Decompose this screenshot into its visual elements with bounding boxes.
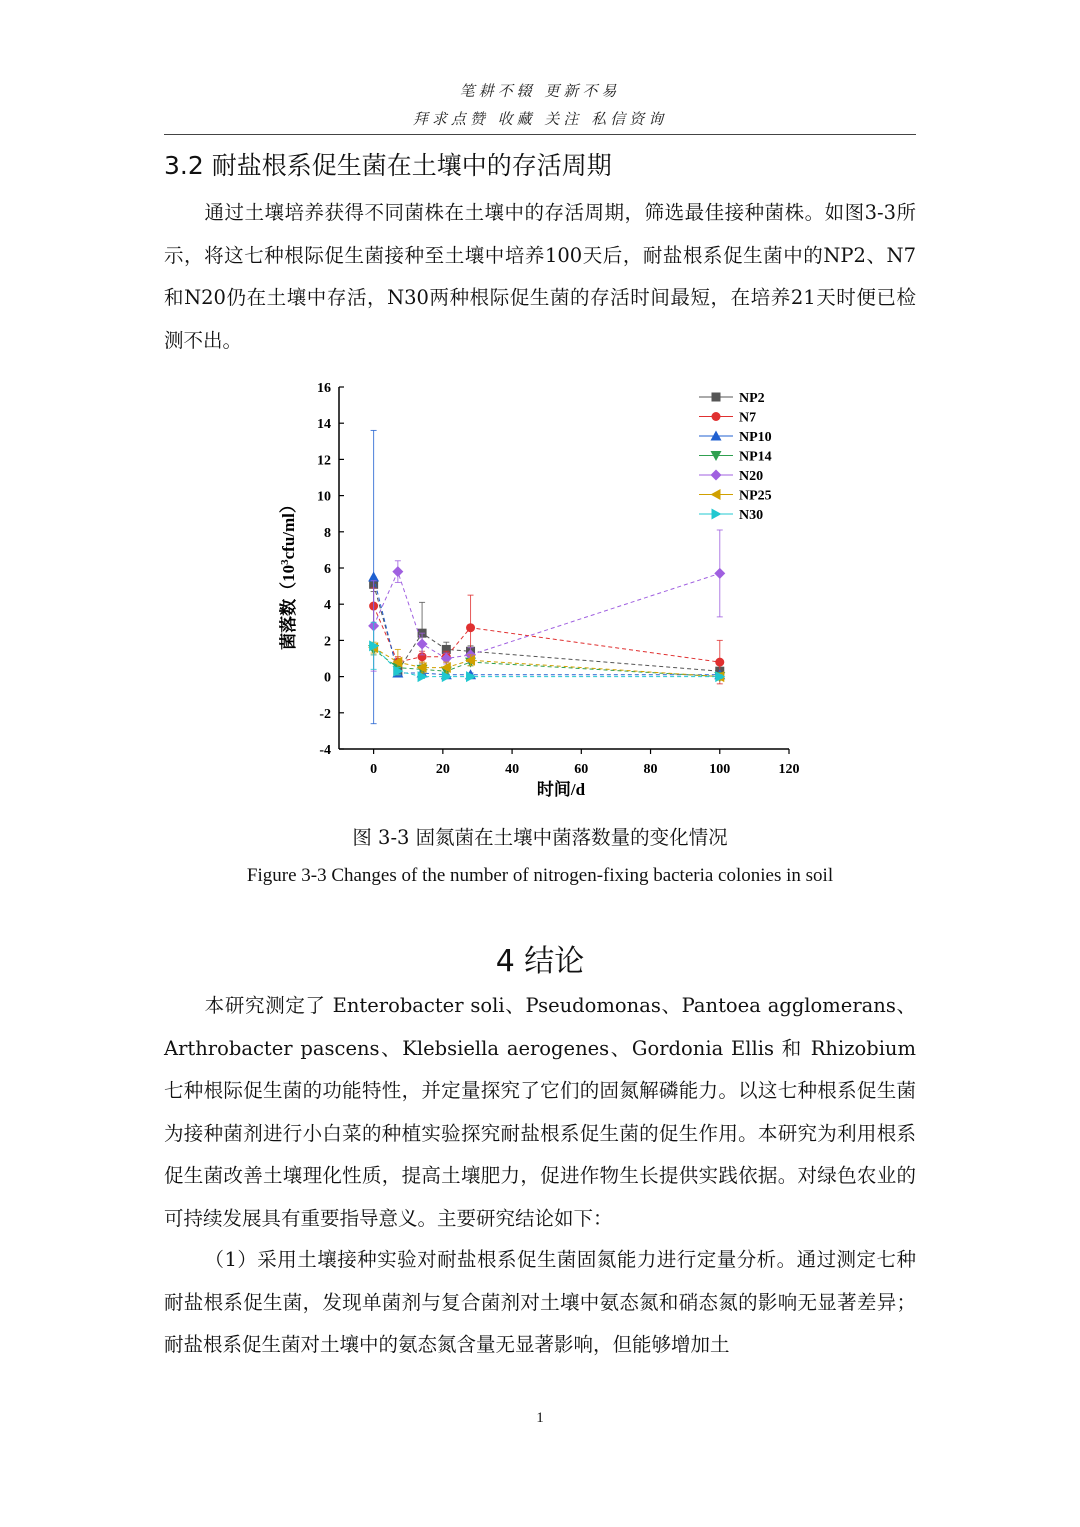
paragraph-conclusion-intro-text: 本研究测定了 Enterobacter soli、Pseudomonas、Pantoea agglomerans、Arthrobacter pascens、Klebsiella aerogenes、Gordonia Ellis 和 Rhizobium 七种根际促生菌的功能特性，并定量探究了它们的固氮解磷能力。以这七种根系促生菌为接种菌剂进行小白菜的种植实验探究耐盐根系促生菌的促生作用。本研究为利用根系促生菌改善土壤理化性质，提高土壤肥力，促进作物生长提供实践依据。对绿色农业的可持续发展具有重要指导意义。主要研究结论如下：	[164, 994, 916, 1230]
legend-label-n20: N20	[739, 469, 764, 484]
series-n20	[368, 530, 725, 671]
y-tick-label: -2	[319, 706, 331, 722]
paragraph-survival-text: 通过土壤培养获得不同菌株在土壤中的存活周期，筛选最佳接种菌株。如图3-3所示，将这七种根际促生菌接种至土壤中培养100天后，耐盐根系促生菌中的NP2、N7和N20仍在土壤中存活，N30两种根际促生菌的存活时间最短，在培养21天时便已检测不出。	[164, 201, 916, 352]
page-number: 1	[536, 1410, 544, 1426]
paragraph-conclusion-1-text: （1）采用土壤接种实验对耐盐根系促生菌固氮能力进行定量分析。通过测定七种耐盐根系促生菌，发现单菌剂与复合菌剂对土壤中氨态氮和硝态氮的影响无显著差异；耐盐根系促生菌对土壤中的氨态氮含量无显著影响，但能够增加土	[164, 1248, 916, 1356]
data-point-n7	[715, 658, 724, 667]
x-tick-label: 60	[574, 762, 589, 777]
y-tick-label: 6	[324, 562, 331, 577]
legend-label-np2: NP2	[739, 391, 765, 406]
header-rule	[164, 134, 916, 135]
x-tick-label: 80	[643, 762, 658, 777]
paragraph-survival	[164, 192, 916, 362]
y-tick-label: 8	[324, 525, 331, 541]
figure-caption-cn: 图 3-3 固氮菌在土壤中菌落数量的变化情况	[352, 826, 728, 849]
y-tick-label: 0	[324, 670, 331, 686]
y-axis-label	[278, 496, 298, 650]
x-axis-label: 时间/d	[536, 780, 586, 799]
legend-label-n30: N30	[739, 508, 764, 523]
data-point-n20	[392, 566, 403, 577]
chapter-title: 4 结论	[495, 944, 585, 979]
x-tick-label: 100	[709, 762, 731, 777]
y-axis-label-tail: cfu/ml）	[279, 496, 298, 560]
legend-marker-n7	[712, 412, 721, 421]
legend-label-np25: NP25	[739, 488, 772, 504]
legend-marker-np25	[711, 489, 721, 500]
y-tick-label: 16	[317, 381, 331, 396]
legend-label-np10: NP10	[739, 430, 772, 445]
legend-marker-np2	[712, 393, 721, 402]
colony-count-chart	[270, 372, 810, 812]
y-tick-label: 10	[317, 489, 331, 505]
y-tick-label: 4	[324, 598, 331, 614]
legend-label-np14: NP14	[739, 449, 772, 465]
page-header-line1: 笔耕不辍 更新不易	[459, 82, 621, 100]
legend-marker-n30	[712, 509, 722, 520]
y-tick-label: 2	[324, 634, 331, 650]
x-tick-label: 40	[505, 762, 520, 777]
y-axis-label-sup: 3	[279, 559, 291, 565]
y-tick-label: 12	[317, 453, 331, 469]
y-tick-label: -4	[319, 743, 331, 758]
x-tick-label: 120	[778, 762, 800, 777]
paragraph-conclusion-intro	[164, 985, 916, 1240]
data-point-n20	[714, 568, 725, 579]
x-tick-label: 20	[435, 762, 450, 777]
page-header-line2: 拜求点赞 收藏 关注 私信资询	[412, 110, 668, 128]
y-tick-label: 14	[317, 417, 331, 433]
paragraph-conclusion-1	[164, 1239, 916, 1367]
figure-caption-en: Figure 3-3 Changes of the number of nitrogen-fixing bacteria colonies in soil	[246, 865, 834, 886]
series-line-np10	[374, 577, 720, 675]
data-point-n7	[466, 623, 475, 632]
y-axis-label-main: 菌落数（10	[279, 564, 298, 650]
x-tick-label: 0	[370, 762, 378, 777]
legend-marker-n20	[711, 470, 722, 481]
data-point-np10	[368, 572, 379, 582]
section-title: 3.2 耐盐根系促生菌在土壤中的存活周期	[164, 151, 612, 180]
legend-label-n7: N7	[739, 410, 757, 426]
